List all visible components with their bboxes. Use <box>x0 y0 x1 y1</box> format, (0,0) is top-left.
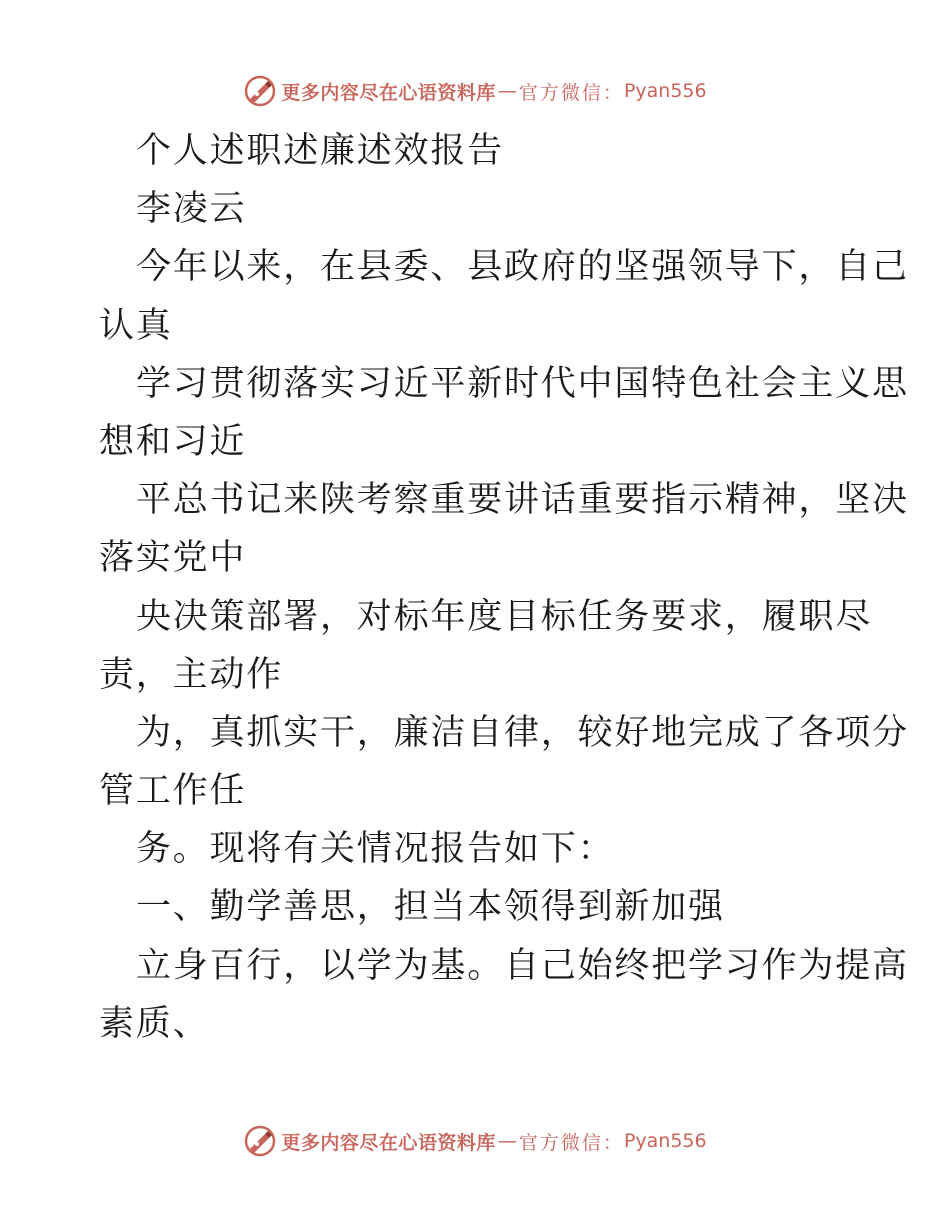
paragraph-line: 责，主动作 <box>99 654 284 695</box>
footer-watermark-banner <box>0 1121 950 1161</box>
document-body <box>99 122 909 1053</box>
banner-wechat-label: 官方微信： <box>518 1131 624 1154</box>
header-watermark-banner <box>0 71 950 111</box>
paragraph-line: 想和习近 <box>99 421 247 462</box>
paragraph-line: 落实党中 <box>99 538 247 579</box>
banner-separator: — <box>497 80 517 102</box>
paragraph-line: 平总书记来陕考察重要讲话重要指示精神，坚决 <box>136 480 909 521</box>
pen-logo-icon <box>243 74 277 108</box>
banner-separator: — <box>497 1130 517 1152</box>
banner-wechat-id: Pyan556 <box>623 80 707 102</box>
paragraph-line: 央决策部署，对标年度目标任务要求，履职尽 <box>136 596 873 637</box>
paragraph-line: 今年以来，在县委、县政府的坚强领导下，自己 <box>136 247 909 288</box>
section-heading: 一、勤学善思，担当本领得到新加强 <box>136 887 725 928</box>
paragraph-line: 管工作任 <box>99 771 247 812</box>
banner-wechat-id: Pyan556 <box>623 1130 707 1152</box>
paragraph-line: 认真 <box>99 305 173 346</box>
paragraph-line: 务。现将有关情况报告如下： <box>136 829 615 870</box>
pen-logo-icon <box>243 1124 277 1158</box>
banner-wechat-label: 官方微信： <box>518 81 624 104</box>
document-author: 李凌云 <box>136 189 247 230</box>
banner-brand-text: 更多内容尽在心语资料库 <box>281 81 496 104</box>
banner-brand-text: 更多内容尽在心语资料库 <box>281 1131 496 1154</box>
paragraph-line: 素质、 <box>99 1003 210 1044</box>
paragraph-line: 学习贯彻落实习近平新时代中国特色社会主义思 <box>136 363 909 404</box>
paragraph-line: 为，真抓实干，廉洁自律，较好地完成了各项分 <box>136 712 909 753</box>
document-title: 个人述职述廉述效报告 <box>136 131 505 171</box>
paragraph-line: 立身百行，以学为基。自己始终把学习作为提高 <box>136 945 909 986</box>
